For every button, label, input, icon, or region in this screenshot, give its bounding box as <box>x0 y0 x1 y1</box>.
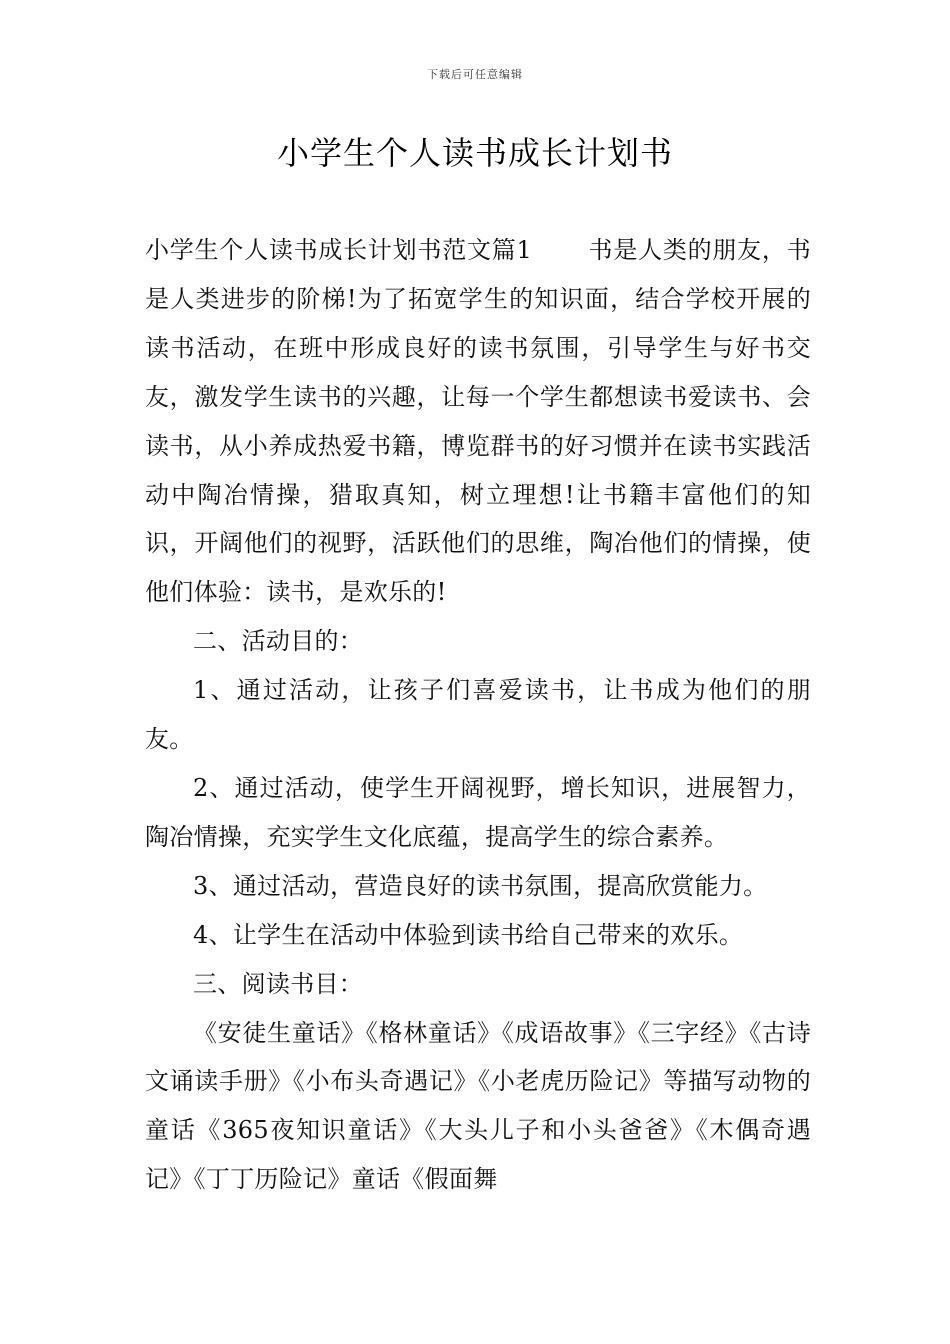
section-heading-goals: 二、活动目的： <box>193 627 364 656</box>
goal-item-2: 2、通过活动，使学生开阔视野，增长知识，进展智力，陶冶情操，充实学生文化底蕴，提高学生的综合素养。 <box>145 773 811 851</box>
document-body <box>145 226 811 1204</box>
intro-text: 书是人类的朋友，书是人类进步的阶梯!为了拓宽学生的知识面，结合学校开展的读书活动，在班中形成良好的读书氛围，引导学生与好书交友，激发学生读书的兴趣，让每一个学生都想读书爱读书、会读书，从小养成热爱书籍，博览群书的好习惯并在读书实践活动中陶冶情操，猎取真知，树立理想!让书籍丰富他们的知识，开阔他们的视野，活跃他们的思维，陶冶他们的情操，使他们体验：读书，是欢乐的! <box>145 236 812 607</box>
goal-item-4: 4、让学生在活动中体验到读书给自己带来的欢乐。 <box>193 920 744 949</box>
book-list-paragraph: 《安徒生童话》《格林童话》《成语故事》《三字经》《古诗文诵读手册》《小布头奇遇记》《小老虎历险记》等描写动物的童话《365夜知识童话》《大头儿子和小头爸爸》《木偶奇遇记》《丁丁历险记》童话《假面舞 <box>145 1018 811 1194</box>
goal-item-1: 1、通过活动，让孩子们喜爱读书，让书成为他们的朋友。 <box>145 676 811 754</box>
document-title: 小学生个人读书成长计划书 <box>276 134 673 172</box>
intro-lead: 小学生个人读书成长计划书范文篇1 <box>145 236 533 264</box>
header-note: 下载后可任意编辑 <box>427 68 523 81</box>
intro-paragraph <box>145 226 811 617</box>
section-heading-books: 三、阅读书目： <box>193 969 364 998</box>
goal-item-3: 3、通过活动，营造良好的读书氛围，提高欣赏能力。 <box>193 871 768 900</box>
